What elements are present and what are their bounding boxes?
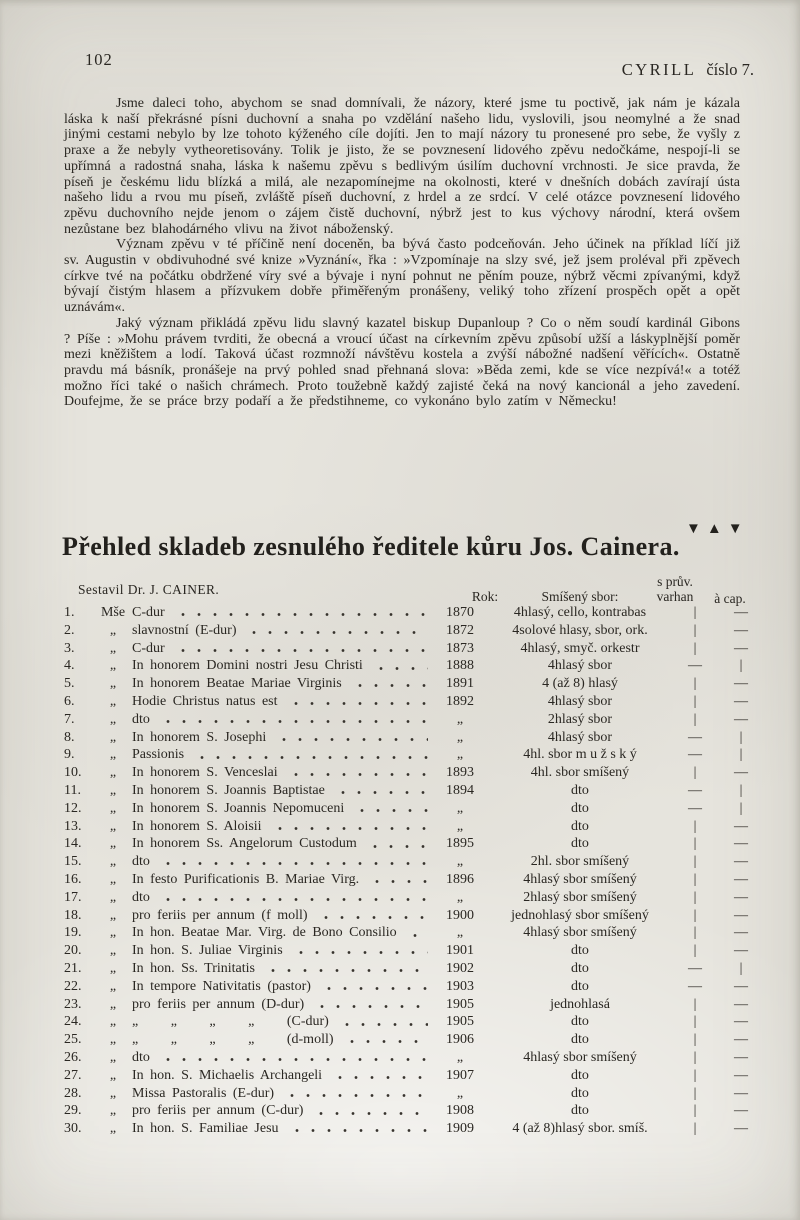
row-year: „ [456, 800, 464, 816]
row-organ-mark: | [693, 1067, 697, 1083]
row-mse-ditto: „ [109, 693, 117, 709]
table-row [64, 711, 768, 729]
row-acappella-mark: — [734, 1049, 748, 1065]
row-acappella-mark: — [734, 1121, 748, 1137]
row-mse-ditto: „ [109, 996, 117, 1012]
row-number: 18. [64, 907, 82, 923]
row-organ-mark: | [693, 871, 697, 887]
row-choir: 4solové hlasy, sbor, ork. [512, 622, 648, 638]
row-choir: dto [571, 1067, 589, 1083]
dot-leader [288, 693, 429, 711]
row-year: „ [456, 729, 464, 745]
row-choir: dto [571, 960, 589, 976]
row-organ-mark: | [693, 1121, 697, 1137]
row-choir: 4hlasý sbor smíšený [523, 1049, 637, 1065]
row-year: „ [456, 1049, 464, 1065]
column-header-choir: Smíšený sbor: [541, 589, 619, 604]
row-mse-ditto: „ [109, 907, 117, 923]
row-number: 21. [64, 960, 82, 976]
row-mse-ditto: „ [109, 978, 117, 994]
row-organ-mark: — [688, 658, 702, 674]
row-year: 1902 [446, 960, 474, 976]
row-title: In hon. Ss. Trinitatis [132, 960, 255, 976]
row-acappella-mark: — [734, 871, 748, 887]
dot-leader [373, 657, 428, 675]
table-row [64, 1031, 768, 1049]
row-mse-ditto: „ [109, 800, 117, 816]
table-row [64, 871, 768, 889]
table-row [64, 1102, 768, 1120]
row-number: 10. [64, 765, 82, 781]
row-title: In honorem Domini nostri Jesu Christi [132, 658, 363, 674]
row-acappella-mark: | [739, 960, 743, 976]
row-number: 19. [64, 925, 82, 941]
row-mse-ditto: „ [109, 943, 117, 959]
dot-leader [175, 640, 428, 658]
row-title: In hon. Beatae Mar. Virg. de Bono Consilio [132, 925, 397, 941]
row-title: Missa Pastoralis (E-dur) [132, 1085, 275, 1101]
row-acappella-mark: — [734, 605, 748, 620]
row-year: „ [456, 889, 464, 905]
row-year: „ [456, 854, 464, 870]
dot-leader [175, 604, 428, 622]
dot-leader [407, 924, 428, 942]
row-organ-mark: | [693, 836, 697, 852]
row-number: 28. [64, 1085, 82, 1101]
row-mse-ditto: „ [109, 1067, 117, 1083]
table-row [64, 622, 768, 640]
row-number: 20. [64, 943, 82, 959]
dot-leader [335, 782, 428, 800]
dot-leader [293, 942, 428, 960]
table-row [64, 960, 768, 978]
row-choir: 2hlasý sbor [547, 711, 613, 727]
row-number: 17. [64, 889, 82, 905]
row-mse-ditto: „ [109, 960, 117, 976]
table-row [64, 996, 768, 1014]
row-title: In honorem Beatae Mariae Virginis [132, 676, 342, 692]
row-acappella-mark: — [734, 640, 748, 656]
row-number: 16. [64, 871, 82, 887]
row-mse-ditto: „ [109, 676, 117, 692]
table-row [64, 924, 768, 942]
row-acappella-mark: — [734, 765, 748, 781]
row-number: 26. [64, 1049, 82, 1065]
row-number: 12. [64, 800, 82, 816]
masthead-issue: číslo 7. [706, 60, 754, 79]
row-title: dto [132, 711, 150, 727]
row-organ-mark: | [693, 676, 697, 692]
row-organ-mark: | [693, 693, 697, 709]
row-number: 9. [64, 747, 75, 763]
row-organ-mark: | [693, 1014, 697, 1030]
row-choir: 4hl. sbor m u ž s k ý [523, 747, 637, 763]
row-mse-ditto: „ [109, 925, 117, 941]
dot-leader [160, 1049, 428, 1067]
row-title: „ „ „ „ (d-moll) [132, 1032, 334, 1048]
row-year: „ [456, 925, 464, 941]
row-year: „ [456, 711, 464, 727]
row-number: 6. [64, 693, 75, 709]
row-year: 1905 [446, 996, 474, 1012]
row-title: In festo Purificationis B. Mariae Virg. [132, 871, 360, 887]
dot-leader [160, 889, 428, 907]
row-number: 27. [64, 1067, 82, 1083]
row-title: In hon. S. Familiae Jesu [132, 1121, 279, 1137]
row-organ-mark: — [688, 978, 702, 994]
row-choir: jednohlasá [550, 996, 610, 1012]
row-mse-ditto: „ [109, 1014, 117, 1030]
table-row [64, 1049, 768, 1067]
row-acappella-mark: — [734, 1014, 748, 1030]
row-acappella-mark: | [739, 658, 743, 674]
row-year: 1906 [446, 1032, 474, 1048]
row-organ-mark: | [693, 1049, 697, 1065]
table-row [64, 907, 768, 925]
dot-leader [354, 800, 428, 818]
row-acappella-mark: — [734, 907, 748, 923]
row-organ-mark: | [693, 1085, 697, 1101]
table-row [64, 835, 768, 853]
row-mse-ditto: „ [109, 818, 117, 834]
row-number: 24. [64, 1014, 82, 1030]
compositions-table-body [64, 604, 768, 1138]
row-organ-mark: — [688, 729, 702, 745]
row-choir: 4hlasý sbor [547, 693, 613, 709]
row-choir: 4hlasý, smyč. orkestr [520, 640, 640, 656]
row-mse-ditto: „ [109, 622, 117, 638]
row-acappella-mark: — [734, 1085, 748, 1101]
row-acappella-mark: — [734, 1103, 748, 1119]
table-row [64, 818, 768, 836]
row-year: 1895 [446, 836, 474, 852]
column-header-organ-line1: s prův. [657, 574, 693, 589]
row-organ-mark: | [693, 996, 697, 1012]
row-title: dto [132, 1049, 150, 1065]
table-row [64, 1085, 768, 1103]
row-acappella-mark: | [739, 729, 743, 745]
row-mse-ditto: „ [109, 765, 117, 781]
row-title: In tempore Nativitatis (pastor) [132, 978, 311, 994]
row-year: 1905 [446, 1014, 474, 1030]
row-number: 22. [64, 978, 82, 994]
row-organ-mark: — [688, 800, 702, 816]
row-number: 1. [64, 605, 75, 620]
row-acappella-mark: — [734, 1067, 748, 1083]
row-acappella-mark: — [734, 1032, 748, 1048]
row-organ-mark: — [688, 747, 702, 763]
row-acappella-mark: — [734, 622, 748, 638]
row-mse-ditto: Mše [100, 605, 126, 620]
row-organ-mark: | [693, 640, 697, 656]
row-mse-ditto: „ [109, 782, 117, 798]
row-choir: dto [571, 1014, 589, 1030]
article-body [64, 96, 740, 410]
row-acappella-mark: — [734, 889, 748, 905]
row-organ-mark: — [688, 782, 702, 798]
row-organ-mark: | [693, 605, 697, 620]
row-acappella-mark: — [734, 711, 748, 727]
row-year: 1907 [446, 1067, 474, 1083]
row-title: pro feriis per annum (D-dur) [132, 996, 305, 1012]
column-header-year: Rok: [471, 589, 499, 604]
section-heading: Přehled skladeb zesnulého ředitele kůru Jos. Cainera. [62, 532, 680, 561]
row-number: 23. [64, 996, 82, 1012]
row-mse-ditto: „ [109, 711, 117, 727]
row-year: „ [456, 818, 464, 834]
row-choir: 2hlasý sbor smíšený [523, 889, 637, 905]
row-organ-mark: | [693, 889, 697, 905]
dot-leader [288, 764, 428, 782]
table-row [64, 675, 768, 693]
row-year: 1901 [446, 943, 474, 959]
row-title: dto [132, 854, 150, 870]
row-number: 25. [64, 1032, 82, 1048]
dot-leader [313, 1102, 428, 1120]
row-number: 14. [64, 836, 82, 852]
row-organ-mark: | [693, 1103, 697, 1119]
table-row [64, 782, 768, 800]
dot-leader [339, 1013, 428, 1031]
row-acappella-mark: — [734, 996, 748, 1012]
row-acappella-mark: | [739, 747, 743, 763]
dot-leader [367, 835, 428, 853]
row-mse-ditto: „ [109, 1121, 117, 1137]
table-row [64, 693, 768, 711]
row-choir: 4hlasý sbor [547, 729, 613, 745]
table-row [64, 853, 768, 871]
column-header-organ-line2: varhan [656, 589, 694, 604]
row-acappella-mark: — [734, 836, 748, 852]
dot-leader [265, 960, 428, 978]
dot-leader [284, 1085, 428, 1103]
row-organ-mark: — [688, 960, 702, 976]
row-choir: 2hl. sbor smíšený [530, 854, 630, 870]
table-row [64, 978, 768, 996]
row-choir: 4hlasý sbor smíšený [523, 925, 637, 941]
row-acappella-mark: — [734, 854, 748, 870]
row-title: In honorem S. Aloisii [132, 818, 262, 834]
dot-leader [160, 853, 428, 871]
row-title: slavnostní (E-dur) [132, 622, 237, 638]
row-year: 1891 [446, 676, 474, 692]
row-acappella-mark: — [734, 978, 748, 994]
row-choir: 4hlasý sbor [547, 658, 613, 674]
dot-leader [246, 622, 428, 640]
row-choir: dto [571, 1032, 589, 1048]
table-row [64, 1120, 768, 1138]
row-choir: dto [571, 818, 589, 834]
row-number: 8. [64, 729, 75, 745]
row-title: dto [132, 889, 150, 905]
row-acappella-mark: — [734, 943, 748, 959]
article-paragraph-1: Jsme daleci toho, abychom se snad domnívali, že názory, které jsme tu poctivě, jak nám je kázala láska k naší překrásné písni duchovní a snaha po vzdělání našeho lidu, vyslovili, jsou neomylné a že snad jinými cestami nebylo by lze tohoto kýženého cíle dojíti. Jen to mají názory tu pronesené pro sebe, že vyšly z praxe a že nebyly vytheoretisovány. Tolik je jisto, že se povznesení lidového zpěvu nedočkáme, nespojí-li se upřímná a radostná snaha, láska k našemu zpěvu s bedlivým úsilím duchovní vrchnosti. Je sice pravda, že píseň je českému lidu blízká a milá, ale nezapomínejme na okolnosti, které v dnešních dobách zavírají ústa našeho lidu a rvou mu píseň, zvláště píseň duchovní, z hrdel a ze srdcí. V celé otázce povznesení lidového zpěvu duchovního nejde jenom o zájem čistě duchovní, nýbrž jest to kus výchovy národní, která ovšem nezůstane bez blahodárného vlivu na život náboženský. [64, 96, 740, 237]
article-paragraph-3: Jaký význam přikládá zpěvu lidu slavný kazatel biskup Dupanloup ? Co o něm soudí kardinál Gibons ? Píše : »Mohu právem tvrditi, že obecná a vroucí účast na církevním zpěvu způsobí užší a láskyplnější poměr mezi kněžištem a lodí. Taková účast rozmnoží návštěvu kostela a zvýší nábožné nadšení věřících«. Ostatně pravdu má básník, pronášeje na prvý pohled snad přehnaná slova: »Běda zemi, kde se více nezpívá!« a totéž možno říci také o našich chrámech. Proto toužebně každý zajisté čeká na nový kancionál a jeho zavedení. Doufejme, že se práce brzy podaří a že předstihneme, co vykonáno bylo zatím v Německu! [64, 315, 740, 410]
row-year: 1908 [446, 1103, 474, 1119]
row-title: C-dur [132, 605, 165, 620]
column-header-acappella: à cap. [714, 591, 746, 606]
row-choir: 4hl. sbor smíšený [530, 765, 630, 781]
row-title: C-dur [132, 640, 165, 656]
table-row [64, 640, 768, 658]
masthead-title: CYRILL [621, 60, 697, 79]
row-year: 1893 [446, 765, 474, 781]
dot-leader [332, 1067, 428, 1085]
row-number: 11. [64, 782, 81, 798]
triangles-ornament-icon: ▼▲▼ [686, 521, 749, 537]
row-acappella-mark: — [734, 676, 748, 692]
article-paragraph-2: Význam zpěvu v té příčině není doceněn, ba bývá často podceňován. Jeho účinek na příklad líčí již sv. Augustin v obdivuhodné své knize »Vyznání«, řka : »Vzpomínaje na slzy své, jež jsem proléval při zpěvech církve tvé na počátku obdržené víry své a bývaje i nyní pohnut ne pěním pouze, nýbrž věcmi zpívanými, když bývají čistým hlasem a přízvukem dobře přiměřeným pronášeny, veliký toho zřízení prospěch opět a opět uznávám«. [64, 237, 740, 316]
row-organ-mark: | [693, 854, 697, 870]
row-year: 1873 [446, 640, 474, 656]
row-year: „ [456, 1085, 464, 1101]
row-choir: dto [571, 800, 589, 816]
row-number: 13. [64, 818, 82, 834]
row-title: In hon. S. Michaelis Archangeli [132, 1067, 323, 1083]
row-choir: dto [571, 782, 589, 798]
table-row [64, 800, 768, 818]
row-number: 15. [64, 854, 82, 870]
row-choir: jednohlasý sbor smíšený [511, 907, 649, 923]
row-choir: dto [571, 1103, 589, 1119]
row-year: „ [456, 747, 464, 763]
row-organ-mark: | [693, 622, 697, 638]
row-number: 29. [64, 1103, 82, 1119]
dot-leader [314, 996, 428, 1014]
page-number: 102 [85, 50, 113, 69]
row-mse-ditto: „ [109, 1049, 117, 1065]
row-year: 1900 [446, 907, 474, 923]
row-mse-ditto: „ [109, 1032, 117, 1048]
table-row [64, 1013, 768, 1031]
dot-leader [160, 711, 428, 729]
row-organ-mark: | [693, 943, 697, 959]
row-choir: 4 (až 8)hlasý sbor. smíš. [512, 1121, 648, 1137]
dot-leader [276, 729, 428, 747]
row-year: 1903 [446, 978, 474, 994]
row-organ-mark: | [693, 907, 697, 923]
row-acappella-mark: | [739, 782, 743, 798]
row-year: 1888 [446, 658, 474, 674]
row-title: In hon. S. Juliae Virginis [132, 943, 283, 959]
row-title: In honorem Ss. Angelorum Custodum [132, 836, 357, 852]
running-head [622, 60, 754, 80]
row-acappella-mark: — [734, 925, 748, 941]
table-row [64, 1067, 768, 1085]
row-mse-ditto: „ [109, 889, 117, 905]
row-title: Hodie Christus natus est [132, 693, 278, 709]
row-year: 1892 [446, 693, 474, 709]
table-row [64, 889, 768, 907]
row-title: In honorem S. Joannis Nepomuceni [132, 800, 345, 816]
row-organ-mark: | [693, 925, 697, 941]
dot-leader [194, 746, 428, 764]
row-number: 5. [64, 676, 75, 692]
row-mse-ditto: „ [109, 1103, 117, 1119]
row-mse-ditto: „ [109, 871, 117, 887]
table-row [64, 604, 768, 622]
table-row [64, 657, 768, 675]
row-year: 1909 [446, 1121, 474, 1137]
compiler-credit: Sestavil Dr. J. CAINER. [78, 582, 220, 597]
row-choir: dto [571, 943, 589, 959]
row-title: In honorem S. Venceslai [132, 765, 278, 781]
dot-leader [321, 978, 428, 996]
row-title: Passionis [132, 747, 185, 763]
dot-leader [272, 818, 428, 836]
row-title: pro feriis per annum (C-dur) [132, 1103, 304, 1119]
row-acappella-mark: — [734, 693, 748, 709]
row-choir: 4 (až 8) hlasý [542, 676, 618, 692]
row-number: 2. [64, 622, 75, 638]
row-title: „ „ „ „ (C-dur) [132, 1014, 329, 1030]
row-mse-ditto: „ [109, 854, 117, 870]
row-number: 30. [64, 1121, 82, 1137]
dot-leader [344, 1031, 428, 1049]
row-mse-ditto: „ [109, 640, 117, 656]
row-year: 1870 [446, 605, 474, 620]
row-mse-ditto: „ [109, 747, 117, 763]
row-acappella-mark: — [734, 818, 748, 834]
row-title: pro feriis per annum (f moll) [132, 907, 308, 923]
row-mse-ditto: „ [109, 1085, 117, 1101]
table-row [64, 729, 768, 747]
row-choir: 4hlasý sbor smíšený [523, 871, 637, 887]
row-year: 1894 [446, 782, 474, 798]
row-choir: dto [571, 836, 589, 852]
row-organ-mark: | [693, 711, 697, 727]
dot-leader [289, 1120, 428, 1138]
row-organ-mark: | [693, 818, 697, 834]
row-choir: 4hlasý, cello, kontrabas [513, 605, 647, 620]
row-title: In honorem S. Joannis Baptistae [132, 782, 325, 798]
dot-leader [318, 907, 428, 925]
row-organ-mark: | [693, 765, 697, 781]
row-mse-ditto: „ [109, 729, 117, 745]
dot-leader [352, 675, 428, 693]
row-title: In honorem S. Josephi [132, 729, 267, 745]
table-row [64, 942, 768, 960]
row-year: 1872 [446, 622, 474, 638]
row-choir: dto [571, 1085, 589, 1101]
row-acappella-mark: | [739, 800, 743, 816]
table-row [64, 764, 768, 782]
row-number: 4. [64, 658, 75, 674]
table-row [64, 746, 768, 764]
row-year: 1896 [446, 871, 474, 887]
row-mse-ditto: „ [109, 658, 117, 674]
row-number: 7. [64, 711, 75, 727]
row-organ-mark: | [693, 1032, 697, 1048]
row-mse-ditto: „ [109, 836, 117, 852]
row-choir: dto [571, 978, 589, 994]
row-number: 3. [64, 640, 75, 656]
dot-leader [369, 871, 428, 889]
